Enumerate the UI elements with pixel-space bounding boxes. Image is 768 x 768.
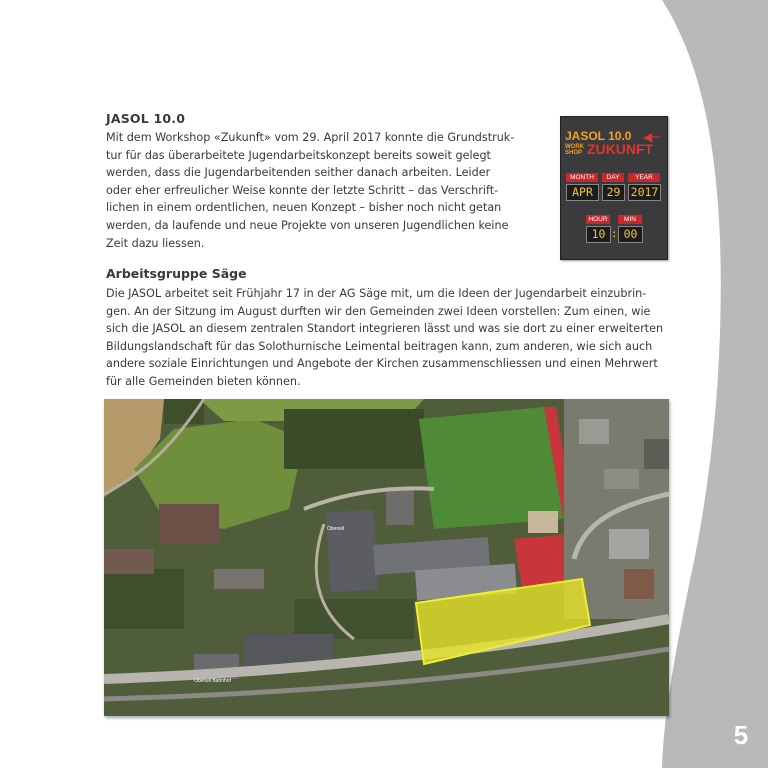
text-line: andere soziale Einrichtungen und Angebote der Kirchen zusammenschliessen und einen Mehrwert — [106, 357, 658, 371]
digit-year: 2017 — [628, 184, 661, 201]
label-month: MONTH — [566, 173, 598, 182]
label-day: DAY — [602, 173, 624, 182]
text-line: oder eher erfreulicher Weise konnte der letzte Schritt – das Verschrift- — [106, 183, 499, 197]
label-min: MIN — [618, 215, 642, 224]
arrow-left-icon: ◀─ — [643, 130, 660, 144]
text-line: tur für das überarbeitete Jugendarbeitskonzept bereits soweit gelegt — [106, 148, 491, 162]
label-hour: HOUR — [586, 215, 610, 224]
text-line: Mit dem Workshop «Zukunft» vom 29. April 2017 konnte die Grundstruk- — [106, 131, 515, 144]
logo-work: WORK — [565, 144, 584, 150]
digit-min: 00 — [618, 226, 643, 243]
section-title-arbeitsgruppe: Arbeitsgruppe Säge — [106, 266, 247, 281]
map-label-bahnhof: Oberwil Bahnhof — [194, 678, 231, 684]
section-title-jasol: JASOL 10.0 — [106, 111, 186, 126]
logo-workshop — [565, 144, 584, 156]
digit-month: APR — [566, 184, 599, 201]
section-body-jasol — [106, 129, 546, 252]
text-line: werden, dass die Jugendarbeitenden seither danach arbeiten. Leider — [106, 166, 491, 180]
text-line: lichen in einem ordentlichen, neuen Konzept – bisher noch nicht getan — [106, 201, 502, 215]
text-line: werden, da laufende und neue Projekte von unseren Jugendlichen keine — [106, 218, 509, 232]
logo-zukunft: ZUKUNFT — [587, 141, 654, 157]
text-line: Die JASOL arbeitet seit Frühjahr 17 in der AG Säge mit, um die Ideen der Jugendarbeit einzubrin- — [106, 287, 647, 300]
map-label-oberwil: Oberwil — [327, 526, 344, 532]
label-year: YEAR — [628, 173, 660, 182]
logo-shop: SHOP — [565, 150, 583, 156]
page-number: 5 — [733, 720, 749, 750]
text-line: Zeit dazu liessen. — [106, 236, 205, 250]
text-line: Bildungslandschaft für das Solothurnische Leimental beitragen kann, zum anderen, wie sich auch — [106, 339, 653, 353]
text-line: sich die JASOL an diesem zentralen Standort integrieren lässt und was sie dort zu einer erweiterten — [106, 322, 664, 336]
clock-colon: : — [611, 227, 618, 240]
text-line: für alle Gemeinden bieten können. — [106, 374, 301, 388]
text-line: gen. An der Sitzung im August durften wir den Gemeinden zwei Ideen vorstellen: Zum einen, wie — [106, 304, 651, 318]
logo-title: JASOL 10.0 — [565, 129, 632, 143]
aerial-map-image — [104, 399, 669, 716]
aerial-map — [104, 399, 669, 716]
section-body-arbeitsgruppe — [106, 285, 666, 391]
workshop-zukunft-logo — [560, 116, 668, 260]
digit-hour: 10 — [586, 226, 611, 243]
digit-day: 29 — [602, 184, 625, 201]
